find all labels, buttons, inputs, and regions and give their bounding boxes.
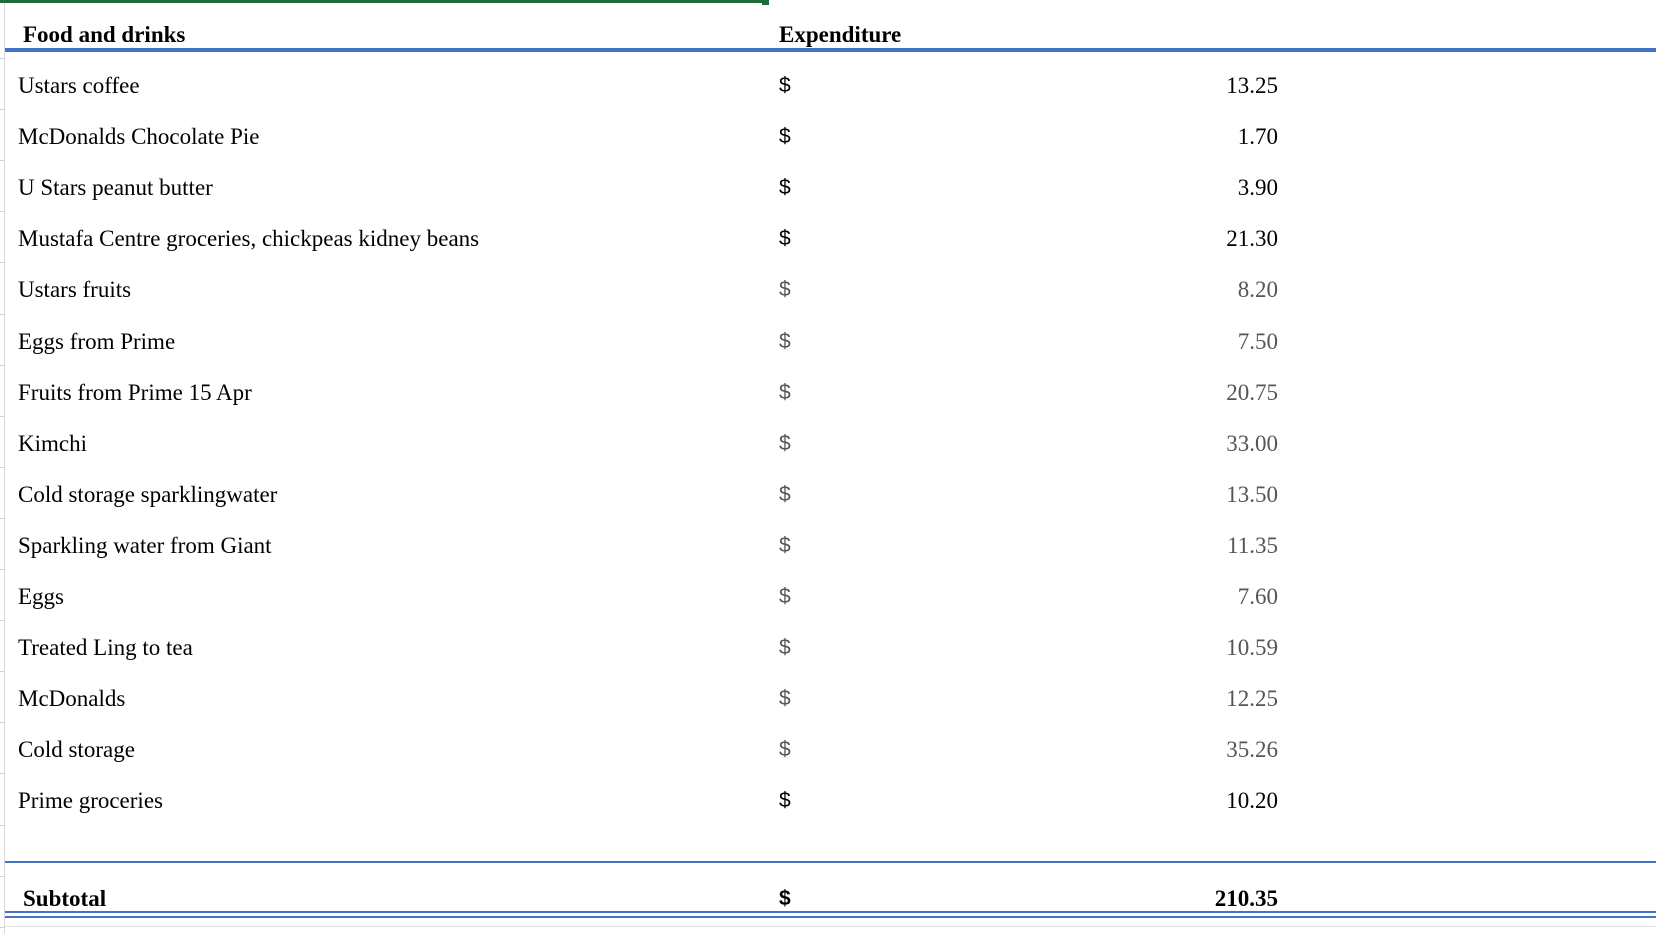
table-row [0, 480, 1656, 534]
row-boundary-tick [0, 773, 5, 774]
expense-currency-cell[interactable]: $ [779, 176, 791, 200]
subtotal-double-border-top [5, 911, 1656, 913]
subtotal-double-border-bottom [5, 916, 1656, 918]
table-row [0, 378, 1656, 432]
expense-currency-cell[interactable]: $ [779, 636, 791, 660]
table-row [0, 122, 1656, 176]
expense-currency-cell[interactable]: $ [779, 482, 791, 506]
row-boundary-tick [0, 722, 5, 723]
subtotal-row [0, 884, 1656, 920]
expense-amount-cell[interactable]: 13.25 [1226, 73, 1278, 98]
expense-amount-cell[interactable]: 8.20 [1237, 277, 1278, 303]
expense-amount-cell[interactable]: 33.00 [1226, 430, 1278, 456]
expense-description-cell[interactable]: Fruits from Prime 15 Apr [18, 379, 252, 405]
expense-currency-cell[interactable]: $ [779, 74, 791, 97]
expense-description-cell[interactable]: Ustars coffee [18, 73, 140, 98]
expense-description-cell[interactable]: U Stars peanut butter [18, 175, 213, 201]
row-boundary-tick [0, 314, 5, 315]
table-row [0, 735, 1656, 789]
expense-amount-cell[interactable]: 21.30 [1226, 226, 1278, 252]
subtotal-label[interactable]: Subtotal [23, 886, 107, 911]
expense-description-cell[interactable]: McDonalds Chocolate Pie [18, 124, 260, 150]
fill-handle[interactable] [762, 0, 769, 5]
expense-amount-cell[interactable]: 7.50 [1237, 328, 1278, 354]
row-boundary-tick [0, 569, 5, 570]
table-row [0, 173, 1656, 227]
row-boundary-tick [0, 518, 5, 519]
row-boundary-tick [0, 211, 5, 212]
row-boundary-tick [0, 825, 5, 826]
gridline [5, 926, 1656, 927]
expense-description-cell[interactable]: Treated Ling to tea [18, 635, 193, 661]
expense-description-cell[interactable]: Cold storage [18, 737, 135, 763]
expense-description-cell[interactable]: Sparkling water from Giant [18, 532, 272, 558]
row-boundary-tick [0, 620, 5, 621]
expense-currency-cell[interactable]: $ [779, 431, 791, 455]
header-bottom-border [5, 48, 1656, 52]
row-boundary-tick [0, 927, 5, 928]
expense-description-cell[interactable]: Cold storage sparklingwater [18, 481, 278, 507]
cell-selection-border [0, 0, 765, 3]
expense-currency-cell[interactable]: $ [779, 738, 791, 762]
table-row [0, 224, 1656, 278]
subtotal-amount[interactable]: 210.35 [1214, 886, 1278, 911]
expense-description-cell[interactable]: Kimchi [18, 430, 87, 456]
row-boundary-tick [0, 160, 5, 161]
expense-description-cell[interactable]: Mustafa Centre groceries, chickpeas kidney beans [18, 226, 480, 252]
row-boundary-tick [0, 467, 5, 468]
expense-amount-cell[interactable]: 3.90 [1237, 175, 1278, 201]
expense-currency-cell[interactable]: $ [779, 533, 791, 557]
header-food-and-drinks[interactable]: Food and drinks [23, 22, 186, 47]
expense-amount-cell[interactable]: 13.50 [1226, 481, 1278, 507]
row-boundary-tick [0, 262, 5, 263]
row-boundary-tick [0, 671, 5, 672]
row-boundary-tick [0, 109, 5, 110]
table-row [0, 786, 1656, 840]
expense-amount-cell[interactable]: 12.25 [1226, 686, 1278, 712]
expense-currency-cell[interactable]: $ [779, 687, 791, 711]
expense-description-cell[interactable]: Ustars fruits [18, 277, 132, 303]
table-header-row [0, 6, 1656, 50]
table-row [0, 582, 1656, 636]
row-boundary-tick [0, 365, 5, 366]
expense-description-cell[interactable]: Eggs [18, 584, 64, 609]
expense-currency-cell[interactable]: $ [779, 227, 791, 251]
expense-currency-cell[interactable]: $ [779, 278, 791, 302]
table-row [0, 327, 1656, 381]
expense-currency-cell[interactable]: $ [779, 329, 791, 353]
expense-currency-cell[interactable]: $ [779, 585, 791, 608]
expense-currency-cell[interactable]: $ [779, 380, 791, 404]
row-boundary-tick [0, 416, 5, 417]
row-boundary-tick [0, 876, 5, 877]
expense-amount-cell[interactable]: 10.20 [1226, 788, 1278, 814]
expense-amount-cell[interactable]: 7.60 [1237, 584, 1278, 609]
expense-description-cell[interactable]: Eggs from Prime [18, 328, 176, 354]
expense-currency-cell[interactable]: $ [779, 125, 791, 149]
expense-currency-cell[interactable]: $ [779, 789, 791, 813]
expense-amount-cell[interactable]: 20.75 [1226, 379, 1278, 405]
expense-amount-cell[interactable]: 35.26 [1226, 737, 1278, 763]
table-row [0, 429, 1656, 483]
subtotal-currency[interactable]: $ [779, 887, 791, 910]
table-row [0, 633, 1656, 687]
table-row [0, 275, 1656, 329]
header-expenditure[interactable]: Expenditure [779, 22, 902, 47]
expense-description-cell[interactable]: McDonalds [18, 686, 126, 712]
expense-amount-cell[interactable]: 1.70 [1237, 124, 1278, 150]
row-boundary-tick [0, 58, 5, 59]
table-row [0, 71, 1656, 125]
table-row [0, 531, 1656, 585]
subtotal-top-border [5, 861, 1656, 863]
expense-amount-cell[interactable]: 11.35 [1227, 532, 1278, 558]
table-row [0, 684, 1656, 738]
expense-amount-cell[interactable]: 10.59 [1226, 635, 1278, 661]
expense-description-cell[interactable]: Prime groceries [18, 788, 163, 814]
